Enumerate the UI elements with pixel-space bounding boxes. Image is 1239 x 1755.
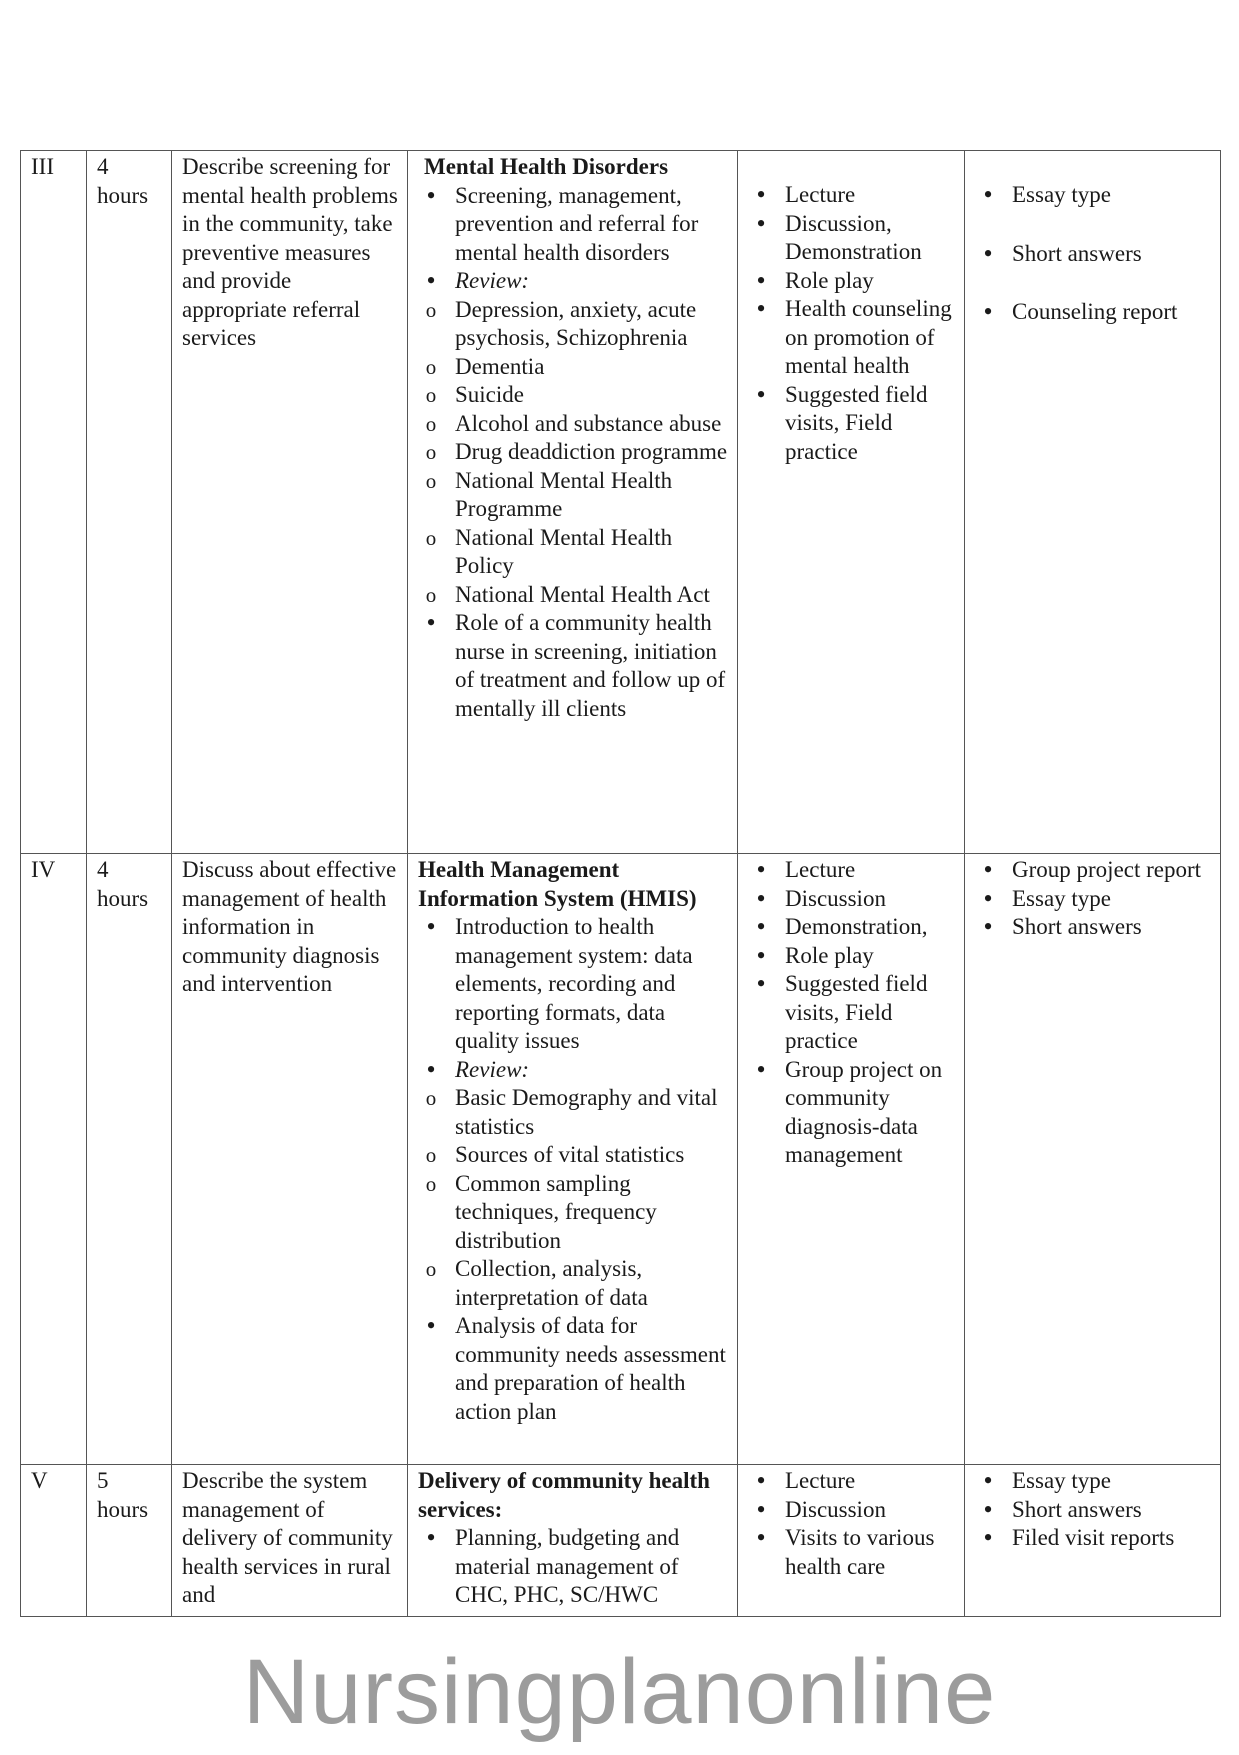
bullet-icon xyxy=(978,1524,998,1554)
table-row xyxy=(21,151,1221,854)
item-text: National Mental Health Act xyxy=(455,581,710,607)
list-item xyxy=(418,1056,731,1085)
circle-bullet-icon xyxy=(421,410,441,439)
unit-cell xyxy=(21,1465,87,1617)
item-text: Role play xyxy=(785,267,874,293)
bullet-icon xyxy=(421,1056,441,1086)
bullet-icon xyxy=(978,1467,998,1497)
bullet-icon xyxy=(978,913,998,943)
bullet-icon xyxy=(978,1496,998,1526)
content-heading: Mental Health Disorders xyxy=(424,154,669,179)
item-text: Group project on community diagnosis-data management xyxy=(785,1056,943,1167)
syllabus-table xyxy=(20,150,1221,1617)
time-cell xyxy=(87,151,172,854)
item-text: Counseling report xyxy=(1012,299,1178,324)
item-text: Demonstration, xyxy=(785,914,928,939)
item-text: Depression, anxiety, acute psychosis, Schizophrenia xyxy=(455,296,697,350)
list-item xyxy=(975,1467,1214,1496)
list-item xyxy=(418,1170,731,1256)
item-text: Suicide xyxy=(455,382,524,407)
item-text: Role play xyxy=(785,942,874,968)
objective-cell xyxy=(172,1465,408,1617)
watermark-text: Nursingplanonline xyxy=(242,1641,997,1743)
item-text: Essay type xyxy=(1012,182,1112,207)
unit-cell xyxy=(21,151,87,854)
item-text: Collection, analysis, interpretation of data xyxy=(455,1256,648,1310)
content-cell xyxy=(408,151,738,854)
bullet-icon xyxy=(978,298,998,328)
list-item xyxy=(418,524,731,581)
list-item xyxy=(975,1496,1214,1525)
unit-number: III xyxy=(31,154,54,179)
item-text: Short answers xyxy=(1012,1496,1142,1522)
bullet-icon xyxy=(751,913,771,943)
list-item xyxy=(748,970,958,1056)
circle-bullet-icon xyxy=(421,1255,441,1284)
circle-bullet-icon xyxy=(421,524,441,553)
methods-cell xyxy=(738,1465,965,1617)
item-text: Visits to various health care xyxy=(785,1525,935,1579)
list-item xyxy=(418,182,731,268)
bullet-icon xyxy=(978,885,998,915)
bullet-icon xyxy=(421,1312,441,1342)
item-text: Drug deaddiction programme xyxy=(455,439,728,464)
content-heading: Delivery of community health services: xyxy=(418,1468,710,1522)
time-cell xyxy=(87,1465,172,1617)
item-text: Introduction to health management system: data elements, recording and reporting formats, data quality issues xyxy=(455,914,693,1053)
hours-value: 5 xyxy=(97,1468,109,1493)
item-text: Common sampling techniques, frequency distribution xyxy=(455,1170,657,1253)
list-item xyxy=(975,240,1214,269)
list-item xyxy=(748,210,958,267)
bullet-icon xyxy=(751,381,771,411)
list-item xyxy=(975,885,1214,914)
circle-bullet-icon xyxy=(421,381,441,410)
list-item xyxy=(975,181,1214,210)
list-item xyxy=(418,609,731,723)
objective-text: Describe the system management of delivery of community health services in rural and xyxy=(182,1468,393,1607)
item-text: Discussion xyxy=(785,885,886,911)
list-item xyxy=(748,913,958,942)
unit-number: IV xyxy=(31,857,56,882)
bullet-icon xyxy=(978,240,998,270)
item-text: Discussion xyxy=(785,1496,886,1522)
objective-text: Describe screening for mental health problems in the community, take preventive measures and provide appropriate referral services xyxy=(182,154,398,350)
bullet-icon xyxy=(751,885,771,915)
assessment-list xyxy=(975,1467,1214,1553)
table-row xyxy=(21,854,1221,1465)
bullet-icon xyxy=(751,1496,771,1526)
item-text: Analysis of data for community needs assessment and preparation of health action plan xyxy=(455,1313,726,1424)
methods-list xyxy=(748,181,958,466)
circle-bullet-icon xyxy=(421,1170,441,1199)
list-item xyxy=(418,1524,731,1610)
list-item xyxy=(748,1496,958,1525)
hours-label: hours xyxy=(97,1496,149,1522)
item-text: Basic Demography and vital statistics xyxy=(455,1085,718,1139)
methods-list xyxy=(748,856,958,1170)
content-cell xyxy=(408,1465,738,1617)
item-text: Lecture xyxy=(785,1468,856,1493)
bullet-icon xyxy=(421,182,441,212)
bullet-icon xyxy=(421,1524,441,1554)
hours-label: hours xyxy=(97,885,149,911)
list-item xyxy=(418,1312,731,1426)
bullet-icon xyxy=(978,181,998,211)
item-text: Review: xyxy=(455,268,530,293)
list-item xyxy=(418,410,731,439)
assessment-cell xyxy=(965,854,1221,1465)
circle-bullet-icon xyxy=(421,353,441,382)
item-text: Review: xyxy=(455,1056,530,1082)
list-item xyxy=(748,856,958,885)
circle-bullet-icon xyxy=(421,467,441,496)
assessment-cell xyxy=(965,1465,1221,1617)
item-text: Lecture xyxy=(785,857,856,882)
table-row xyxy=(21,1465,1221,1617)
item-text: Essay type xyxy=(1012,885,1112,911)
list-item xyxy=(418,1141,731,1170)
list-item xyxy=(748,381,958,467)
item-text: Essay type xyxy=(1012,1468,1112,1493)
list-item xyxy=(418,267,731,296)
list-item xyxy=(418,1084,731,1141)
list-item xyxy=(748,1056,958,1170)
content-list xyxy=(418,182,731,724)
item-text: Health counseling on promotion of mental health xyxy=(785,296,952,378)
circle-bullet-icon xyxy=(421,1084,441,1113)
item-text: Group project report xyxy=(1012,857,1202,882)
bullet-icon xyxy=(751,267,771,297)
list-item xyxy=(748,1467,958,1496)
list-item xyxy=(748,267,958,296)
item-text: Alcohol and substance abuse xyxy=(455,410,722,436)
list-item xyxy=(748,942,958,971)
item-text: Sources of vital statistics xyxy=(455,1142,685,1167)
list-item xyxy=(418,381,731,410)
hours-label: hours xyxy=(97,182,149,208)
assessment-list xyxy=(975,181,1214,327)
list-item xyxy=(748,181,958,210)
methods-cell xyxy=(738,854,965,1465)
hours-value: 4 xyxy=(97,857,109,882)
circle-bullet-icon xyxy=(421,296,441,325)
time-cell xyxy=(87,854,172,1465)
item-text: Dementia xyxy=(455,353,545,379)
content-list xyxy=(418,913,731,1426)
unit-number: V xyxy=(31,1468,48,1493)
objective-cell xyxy=(172,151,408,854)
content-cell xyxy=(408,854,738,1465)
methods-list xyxy=(748,1467,958,1581)
bullet-icon xyxy=(751,1056,771,1086)
list-item xyxy=(418,467,731,524)
bullet-icon xyxy=(751,295,771,325)
objective-text: Discuss about effective management of health information in community diagnosis and intervention xyxy=(182,857,397,996)
bullet-icon xyxy=(751,856,771,886)
item-text: Discussion, Demonstration xyxy=(785,210,922,264)
circle-bullet-icon xyxy=(421,581,441,610)
assessment-cell xyxy=(965,151,1221,854)
list-item xyxy=(975,856,1214,885)
circle-bullet-icon xyxy=(421,1141,441,1170)
content-list xyxy=(418,1524,731,1610)
bullet-icon xyxy=(978,856,998,886)
list-item xyxy=(418,296,731,353)
list-item xyxy=(975,913,1214,942)
circle-bullet-icon xyxy=(421,438,441,467)
bullet-icon xyxy=(751,210,771,240)
item-text: Role of a community health nurse in screening, initiation of treatment and follow up of mentally ill clients xyxy=(455,610,726,721)
list-item xyxy=(418,1255,731,1312)
bullet-icon xyxy=(751,181,771,211)
item-text: Short answers xyxy=(1012,240,1142,266)
item-text: National Mental Health Programme xyxy=(455,467,673,521)
hours-value: 4 xyxy=(97,154,109,179)
bullet-icon xyxy=(751,942,771,972)
bullet-icon xyxy=(751,1524,771,1554)
item-text: Lecture xyxy=(785,182,856,207)
item-text: Short answers xyxy=(1012,914,1142,939)
item-text: Filed visit reports xyxy=(1012,1525,1175,1550)
bullet-icon xyxy=(751,970,771,1000)
item-text: Planning, budgeting and material management of CHC, PHC, SC/HWC xyxy=(455,1525,680,1607)
objective-cell xyxy=(172,854,408,1465)
bullet-icon xyxy=(421,609,441,639)
content-heading: Health Management Information System (HMIS) xyxy=(418,857,697,911)
list-item xyxy=(418,913,731,1056)
assessment-list xyxy=(975,856,1214,942)
list-item xyxy=(748,885,958,914)
list-item xyxy=(418,353,731,382)
item-text: Screening, management, prevention and referral for mental health disorders xyxy=(455,182,699,265)
item-text: Suggested field visits, Field practice xyxy=(785,971,928,1053)
bullet-icon xyxy=(421,267,441,297)
list-item xyxy=(975,1524,1214,1553)
list-item xyxy=(748,1524,958,1581)
list-item xyxy=(975,298,1214,327)
bullet-icon xyxy=(751,1467,771,1497)
list-item xyxy=(748,295,958,381)
unit-cell xyxy=(21,854,87,1465)
item-text: Suggested field visits, Field practice xyxy=(785,381,928,464)
methods-cell xyxy=(738,151,965,854)
item-text: National Mental Health Policy xyxy=(455,524,673,578)
list-item xyxy=(418,581,731,610)
list-item xyxy=(418,438,731,467)
bullet-icon xyxy=(421,913,441,943)
